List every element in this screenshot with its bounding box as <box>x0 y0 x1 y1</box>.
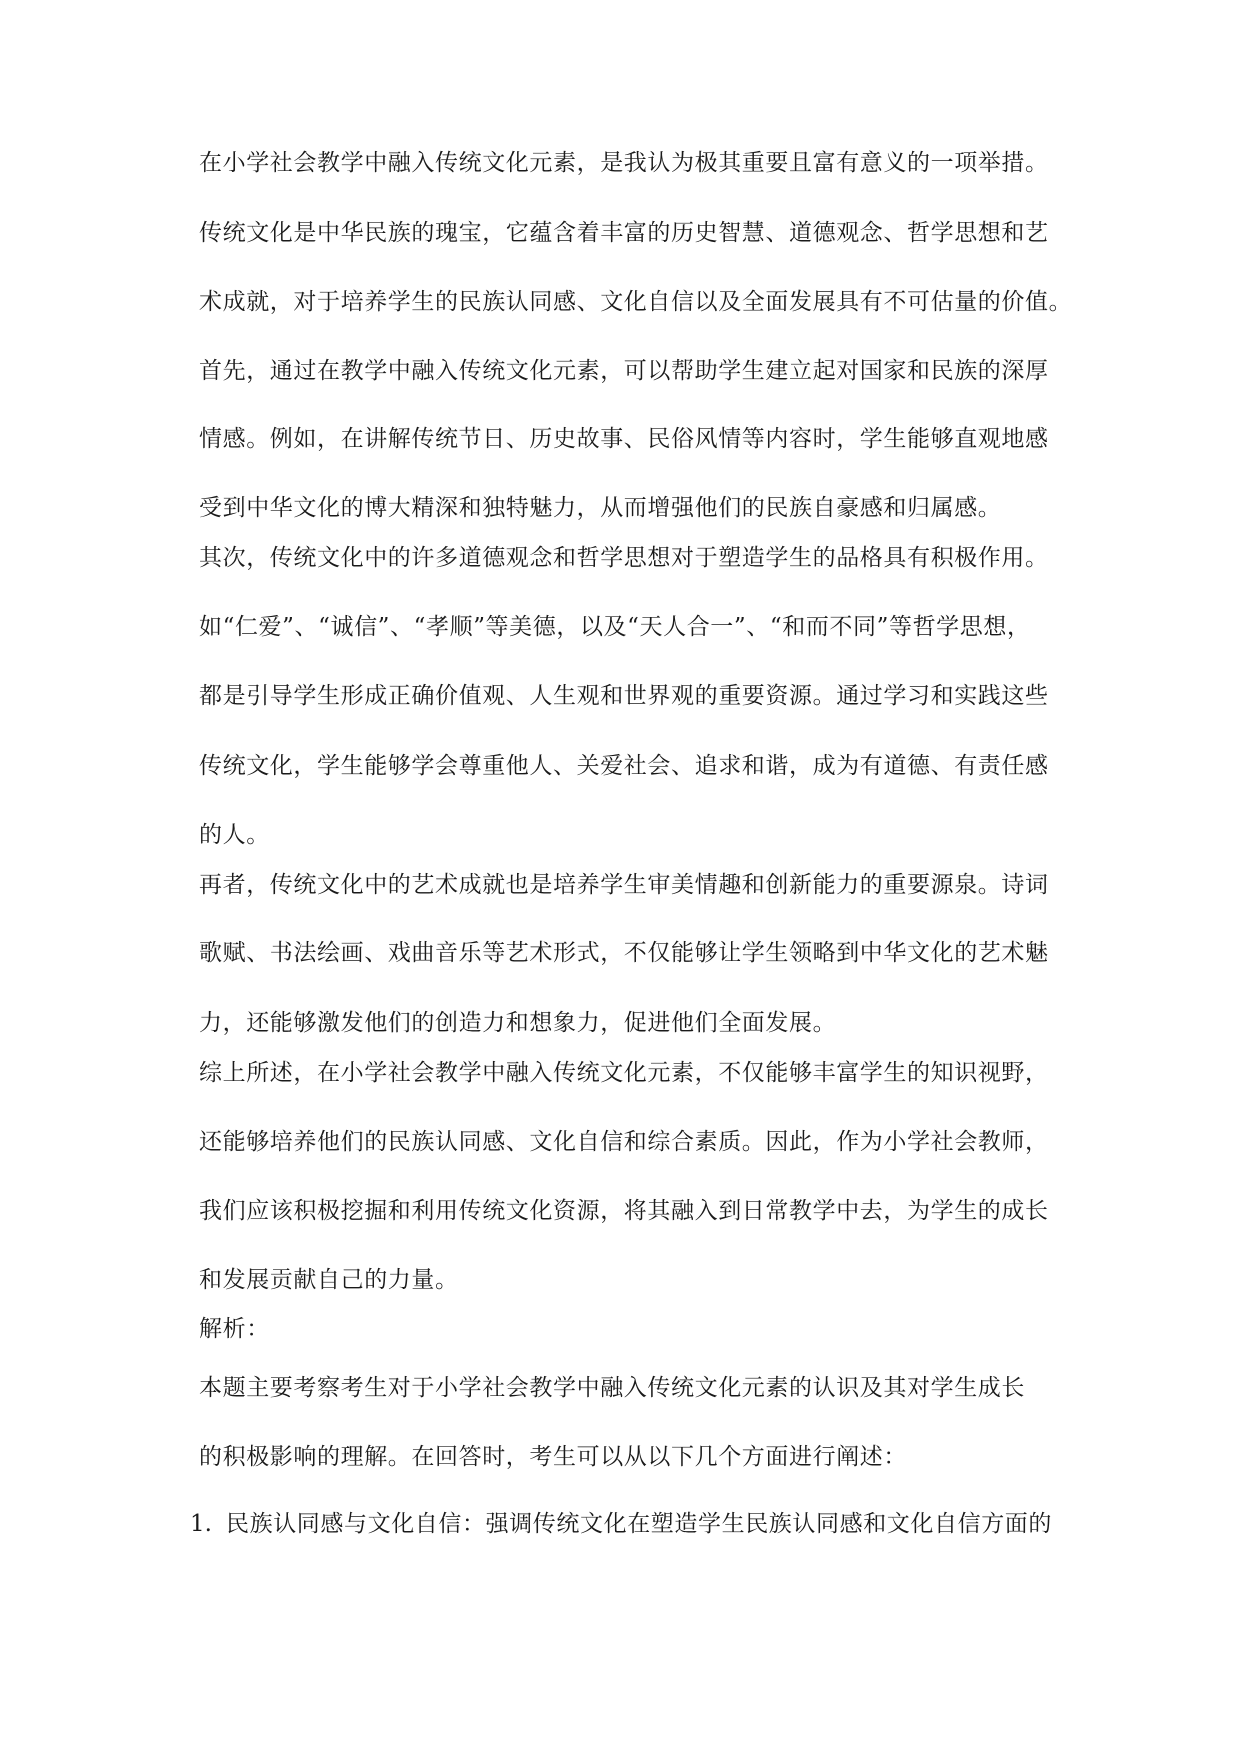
text-line: 综上所述，在小学社会教学中融入传统文化元素，不仅能够丰富学生的知识视野， <box>199 1060 1049 1086</box>
text-line: 的积极影响的理解。在回答时，考生可以从以下几个方面进行阐述： <box>199 1444 907 1470</box>
text-line: 首先，通过在教学中融入传统文化元素，可以帮助学生建立起对国家和民族的深厚 <box>199 358 1049 384</box>
text-line: 还能够培养他们的民族认同感、文化自信和综合素质。因此，作为小学社会教师， <box>199 1129 1049 1155</box>
text-line: 力，还能够激发他们的创造力和想象力，促进他们全面发展。 <box>199 1010 837 1036</box>
text-line: 再者，传统文化中的艺术成就也是培养学生审美情趣和创新能力的重要源泉。诗词 <box>199 872 1049 898</box>
text-line: 术成就，对于培养学生的民族认同感、文化自信以及全面发展具有不可估量的价值。 <box>199 289 1073 315</box>
list-item-text: 民族认同感与文化自信：强调传统文化在塑造学生民族认同感和文化自信方面的 <box>226 1511 1052 1537</box>
text-line: 歌赋、书法绘画、戏曲音乐等艺术形式，不仅能够让学生领略到中华文化的艺术魅 <box>199 940 1049 966</box>
text-line: 和发展贡献自己的力量。 <box>199 1267 459 1293</box>
text-line: 传统文化是中华民族的瑰宝，它蕴含着丰富的历史智慧、道德观念、哲学思想和艺 <box>199 220 1049 246</box>
text-line: 在小学社会教学中融入传统文化元素，是我认为极其重要且富有意义的一项举措。 <box>199 150 1049 176</box>
text-line: 的人。 <box>199 822 270 848</box>
text-line: 其次，传统文化中的许多道德观念和哲学思想对于塑造学生的品格具有积极作用。 <box>199 545 1049 571</box>
text-line: 受到中华文化的博大精深和独特魅力，从而增强他们的民族自豪感和归属感。 <box>199 495 1002 521</box>
text-line: 本题主要考察考生对于小学社会教学中融入传统文化元素的认识及其对学生成长 <box>199 1375 1025 1401</box>
list-item-number: 1. <box>190 1511 212 1537</box>
section-label: 解析： <box>199 1316 270 1342</box>
text-line: 如“仁爱”、“诚信”、“孝顺”等美德，以及“天人合一”、“和而不同”等哲学思想， <box>199 614 1031 640</box>
text-line: 情感。例如，在讲解传统节日、历史故事、民俗风情等内容时，学生能够直观地感 <box>199 426 1049 452</box>
text-line: 传统文化，学生能够学会尊重他人、关爱社会、追求和谐，成为有道德、有责任感 <box>199 753 1049 779</box>
text-line: 我们应该积极挖掘和利用传统文化资源，将其融入到日常教学中去，为学生的成长 <box>199 1198 1049 1224</box>
text-line: 都是引导学生形成正确价值观、人生观和世界观的重要资源。通过学习和实践这些 <box>199 683 1049 709</box>
